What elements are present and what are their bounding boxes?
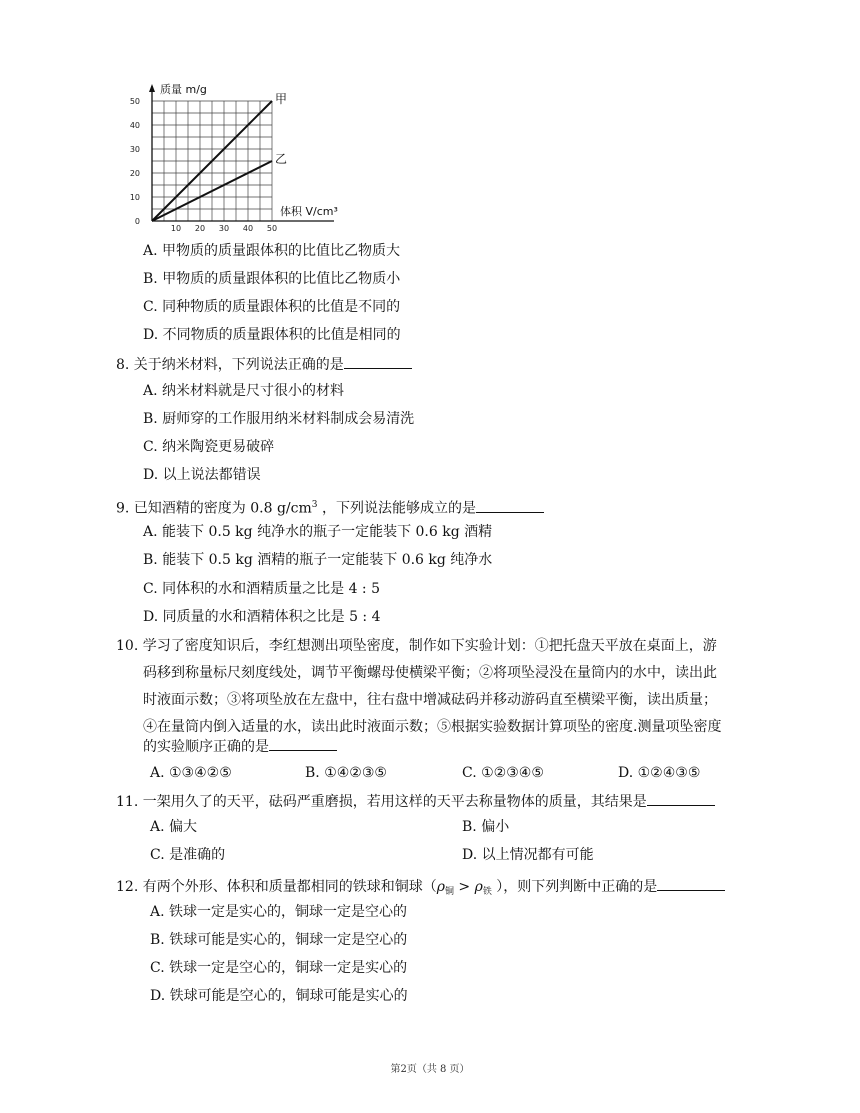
q8-option-c[interactable]: C. 纳米陶瓷更易破碎	[143, 439, 275, 455]
q9-option-b[interactable]: B. 能装下 0.5 kg 酒精的瓶子一定能装下 0.6 kg 纯净水	[143, 552, 493, 568]
q12-stem-post: ），则下列判断中正确的是	[491, 879, 658, 895]
rho-symbol: ρ	[436, 879, 445, 895]
q7-option-d[interactable]: D. 不同物质的质量跟体积的比值是相同的	[143, 327, 401, 343]
q10-options-row	[0, 763, 860, 783]
x-axis-label: 体积 V/cm³	[280, 205, 338, 218]
q9-stem-pre: 9. 已知酒精的密度为 0.8 g/cm	[116, 500, 312, 517]
q7-option-a[interactable]: A. 甲物质的质量跟体积的比值比乙物质大	[143, 243, 401, 259]
q8-option-b[interactable]: B. 厨师穿的工作服用纳米材料制成会易清洗	[143, 411, 415, 427]
q11-options-row-2	[0, 845, 860, 865]
q11-options-row-1	[0, 817, 860, 837]
greater-than: >	[453, 879, 475, 895]
mass-volume-chart	[120, 78, 350, 238]
q10-option-d[interactable]: D. ①②④③⑤	[618, 765, 701, 781]
series-label: 甲	[275, 92, 288, 106]
q10-option-c[interactable]: C. ①②③④⑤	[462, 765, 544, 781]
q10-line-2: 码移到称量标尺刻度线处，调节平衡螺母使横梁平衡；②将项坠浸没在量筒内的水中，读出此	[143, 665, 717, 681]
q12-option-d[interactable]: D. 铁球可能是空心的，铜球可能是实心的	[150, 988, 408, 1004]
rho-symbol: ρ	[474, 879, 483, 895]
q8-stem-text: 8. 关于纳米材料，下列说法正确的是	[116, 357, 344, 373]
q9-stem	[116, 495, 544, 519]
q9-option-a[interactable]: A. 能装下 0.5 kg 纯净水的瓶子一定能装下 0.6 kg 酒精	[143, 524, 493, 540]
q11-option-a[interactable]: A. 偏大	[150, 819, 198, 835]
q11-option-c[interactable]: C. 是准确的	[150, 847, 226, 863]
q9-option-d[interactable]: D. 同质量的水和酒精体积之比是 5 : 4	[143, 609, 381, 625]
q10-option-b[interactable]: B. ①④②③⑤	[305, 765, 387, 781]
page-footer: 第2页（共 8 页）	[390, 1064, 470, 1075]
answer-blank[interactable]	[269, 736, 337, 751]
y-tick-label: 20	[129, 169, 140, 178]
q11-stem-text: 11. 一架用久了的天平，砝码严重磨损，若用这样的天平去称量物体的质量，其结果是	[116, 794, 647, 810]
q12-stem	[116, 876, 725, 902]
q9-stem-sup: 3	[311, 500, 318, 510]
q10-line-1: 10. 学习了密度知识后，李红想测出项坠密度，制作如下实验计划：①把托盘天平放在桌面上，游	[116, 638, 717, 654]
rho-sub-iron: 铁	[482, 887, 492, 897]
x-tick-label: 20	[194, 224, 206, 233]
y-axis-arrow	[149, 84, 155, 92]
q10-line-4: ④在量筒内倒入适量的水，读出此时液面示数；⑤根据实验数据计算项坠的密度.测量项坠密度	[143, 719, 722, 735]
answer-blank[interactable]	[657, 876, 725, 891]
q11-stem	[116, 791, 715, 812]
answer-blank[interactable]	[476, 498, 544, 513]
x-tick-label: 30	[218, 224, 230, 233]
q10-line-5-text: 的实验顺序正确的是	[143, 739, 269, 755]
q11-option-d[interactable]: D. 以上情况都有可能	[462, 847, 594, 863]
q12-option-c[interactable]: C. 铁球一定是空心的，铜球一定是实心的	[150, 960, 408, 976]
y-tick-label: 50	[129, 97, 140, 106]
q12-option-b[interactable]: B. 铁球可能是实心的，铜球一定是空心的	[150, 932, 408, 948]
y-tick-label: 30	[129, 145, 140, 154]
y-tick-label: 0	[134, 217, 140, 226]
q9-stem-post: ，下列说法能够成立的是	[317, 500, 476, 517]
q7-option-c[interactable]: C. 同种物质的质量跟体积的比值是不同的	[143, 299, 401, 315]
chart-axes	[149, 84, 334, 221]
y-axis-label: 质量 m/g	[160, 83, 207, 96]
answer-blank[interactable]	[344, 354, 412, 369]
q9-option-c[interactable]: C. 同体积的水和酒精质量之比是 4 : 5	[143, 581, 380, 597]
answer-blank[interactable]	[647, 791, 715, 806]
q12-option-a[interactable]: A. 铁球一定是实心的，铜球一定是空心的	[150, 904, 408, 920]
q12-stem-pre: 12. 有两个外形、体积和质量都相同的铁球和铜球（	[116, 879, 437, 895]
chart-labels	[130, 82, 338, 233]
q7-option-b[interactable]: B. 甲物质的质量跟体积的比值比乙物质小	[143, 271, 401, 287]
q10-line-3: 时液面示数；③将项坠放在左盘中，往右盘中增减砝码并移动游码直至横梁平衡，读出质量；	[143, 692, 717, 708]
y-tick-label: 40	[129, 121, 140, 130]
series-label: 乙	[275, 152, 288, 166]
q10-option-a[interactable]: A. ①③④②⑤	[150, 765, 232, 781]
q11-option-b[interactable]: B. 偏小	[462, 819, 510, 835]
y-tick-label: 10	[129, 193, 140, 202]
x-tick-label: 10	[170, 224, 182, 233]
q10-line-5	[143, 736, 337, 757]
x-tick-label: 50	[266, 224, 278, 233]
q8-option-a[interactable]: A. 纳米材料就是尺寸很小的材料	[143, 383, 345, 399]
x-tick-label: 40	[242, 224, 254, 233]
rho-sub-copper: 铜	[444, 887, 454, 897]
q8-stem	[116, 354, 412, 375]
q8-option-d[interactable]: D. 以上说法都错误	[143, 467, 261, 483]
